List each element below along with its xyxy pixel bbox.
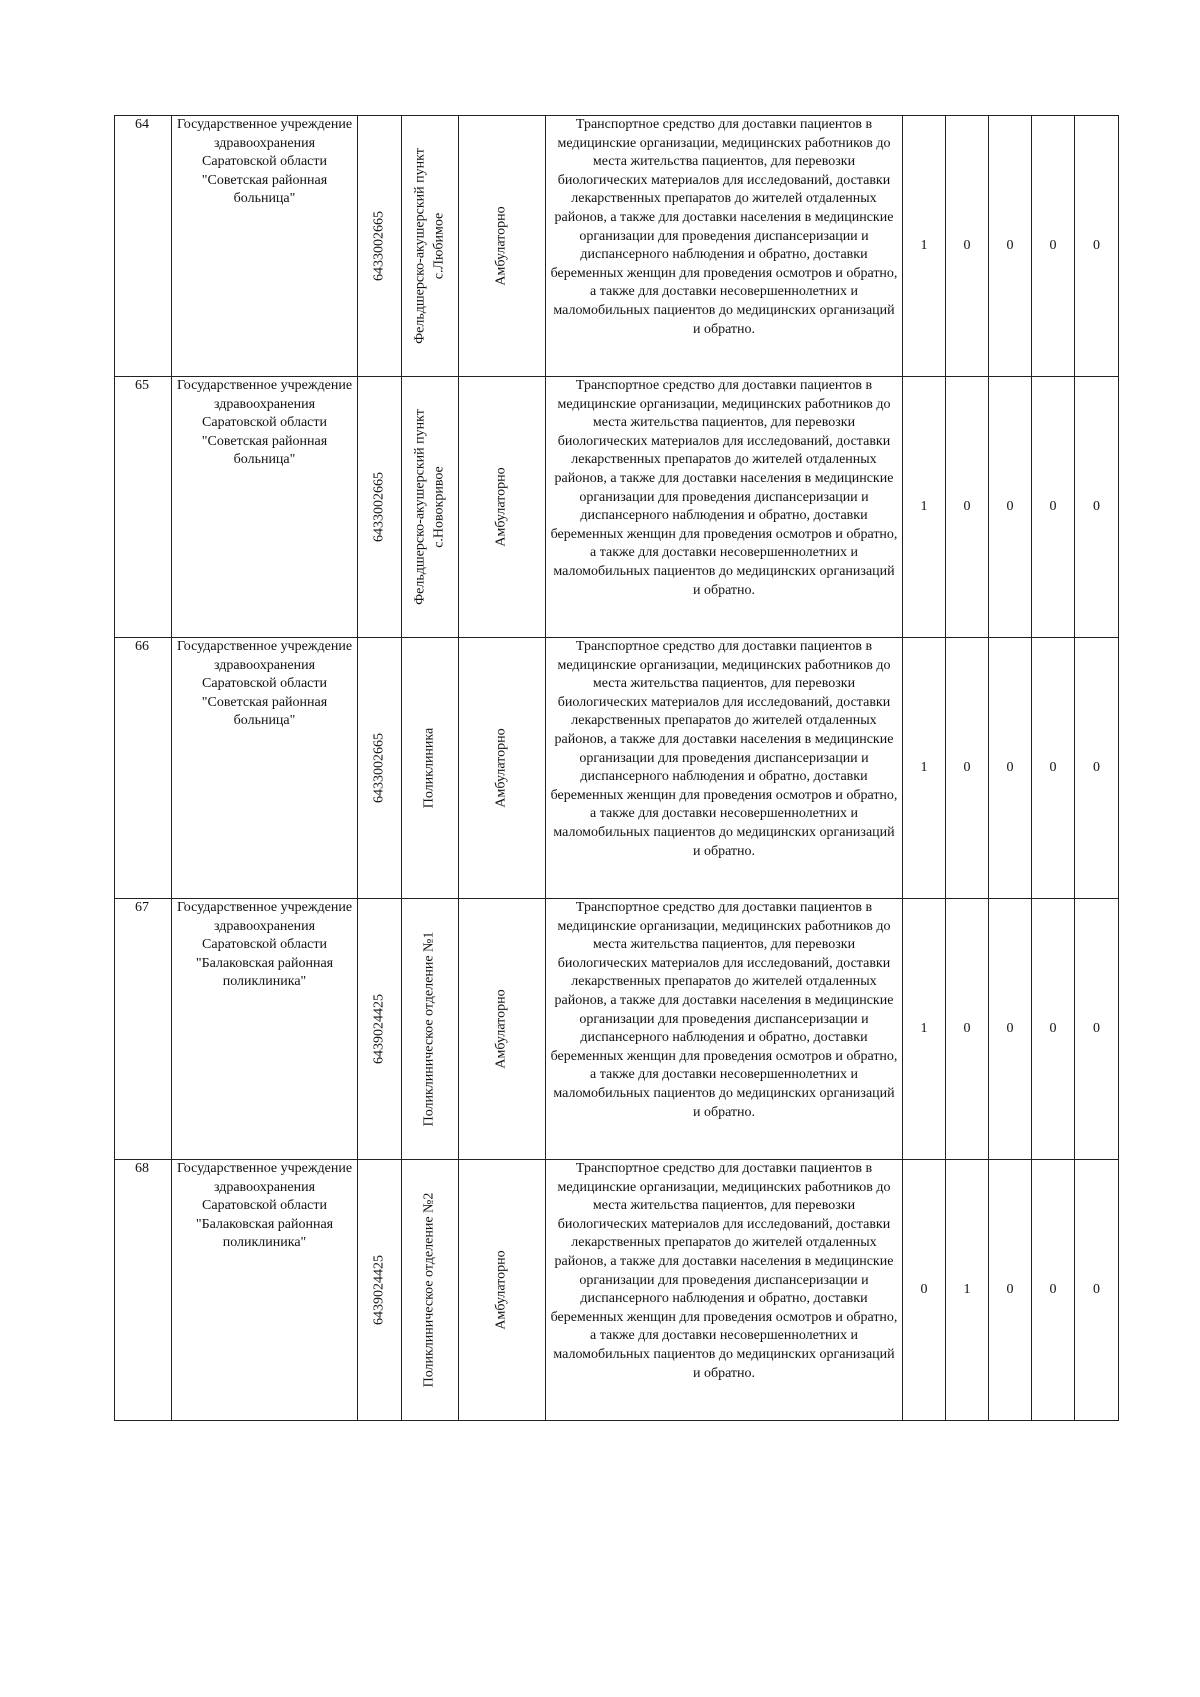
table-row [115,638,1119,899]
vehicle-description: Транспортное средство для доставки пациентов в медицинские организации, медицинских работников до места жительства пациентов, для перевозки биологических материалов для исследований, доставки лекарственных препаратов до жителей отдаленных районов, а также для доставки населения в медицинские организации для проведения диспансеризации и диспансерного наблюдения и обратно, доставки беременных женщин для проведения осмотров и обратно, а также для доставки несовершеннолетних и маломобильных пациентов до медицинских организаций и обратно. [550,378,898,598]
care-type-cell [459,1160,546,1421]
care-type-cell [459,899,546,1160]
unit-cell [402,116,459,377]
care-type-cell [459,638,546,899]
row-number: 64 [115,116,172,377]
description-cell [546,638,903,899]
table-row [115,1160,1119,1421]
inn-cell [358,377,402,638]
organization-name: Государственное учреждение здравоохранения Саратовской области "Советская районная больница" [176,378,353,468]
organization-name: Государственное учреждение здравоохранения Саратовской области "Балаковская районная поликлиника" [176,1161,353,1251]
description-cell [546,116,903,377]
value-cell-2: 0 [946,638,989,899]
description-cell [546,377,903,638]
care-type-cell [459,377,546,638]
row-number: 67 [115,899,172,1160]
value-cell-4: 0 [1032,116,1075,377]
care-type: Амбулаторно [493,989,509,1069]
value-cell-4: 0 [1032,377,1075,638]
inn-number: 6433002665 [371,472,387,542]
row-number: 66 [115,638,172,899]
unit-cell [402,899,459,1160]
inn-number: 6439024425 [371,1255,387,1325]
value-cell-2: 0 [946,899,989,1160]
inn-cell [358,638,402,899]
inn-cell [358,1160,402,1421]
value-cell-4: 0 [1032,899,1075,1160]
vehicle-allocation-table [114,115,1119,1421]
unit-cell [402,377,459,638]
value-cell-1: 1 [903,377,946,638]
value-cell-2: 0 [946,377,989,638]
unit-name: Поликлиническое отделение №1 [421,931,437,1127]
unit-name: Поликлиническое отделение №2 [421,1192,437,1388]
vehicle-description: Транспортное средство для доставки пациентов в медицинские организации, медицинских работников до места жительства пациентов, для перевозки биологических материалов для исследований, доставки лекарственных препаратов до жителей отдаленных районов, а также для доставки населения в медицинские организации для проведения диспансеризации и диспансерного наблюдения и обратно, доставки беременных женщин для проведения осмотров и обратно, а также для доставки несовершеннолетних и маломобильных пациентов до медицинских организаций и обратно. [550,639,898,859]
value-cell-5: 0 [1075,377,1119,638]
value-cell-4: 0 [1032,1160,1075,1421]
value-cell-4: 0 [1032,638,1075,899]
table-row [115,377,1119,638]
value-cell-3: 0 [989,899,1032,1160]
value-cell-1: 0 [903,1160,946,1421]
care-type: Амбулаторно [493,728,509,808]
value-cell-1: 1 [903,899,946,1160]
organization-name: Государственное учреждение здравоохранения Саратовской области "Советская районная больница" [176,639,353,729]
inn-number: 6439024425 [371,994,387,1064]
unit-cell [402,638,459,899]
care-type-cell [459,116,546,377]
organization-cell [172,638,358,899]
table-row [115,116,1119,377]
value-cell-5: 0 [1075,638,1119,899]
vehicle-description: Транспортное средство для доставки пациентов в медицинские организации, медицинских работников до места жительства пациентов, для перевозки биологических материалов для исследований, доставки лекарственных препаратов до жителей отдаленных районов, а также для доставки населения в медицинские организации для проведения диспансеризации и диспансерного наблюдения и обратно, доставки беременных женщин для проведения осмотров и обратно, а также для доставки несовершеннолетних и маломобильных пациентов до медицинских организаций и обратно. [550,117,898,337]
description-cell [546,1160,903,1421]
unit-name: Поликлиника [421,727,437,809]
value-cell-3: 0 [989,377,1032,638]
value-cell-3: 0 [989,638,1032,899]
value-cell-2: 0 [946,116,989,377]
vehicle-description: Транспортное средство для доставки пациентов в медицинские организации, медицинских работников до места жительства пациентов, для перевозки биологических материалов для исследований, доставки лекарственных препаратов до жителей отдаленных районов, а также для доставки населения в медицинские организации для проведения диспансеризации и диспансерного наблюдения и обратно, доставки беременных женщин для проведения осмотров и обратно, а также для доставки несовершеннолетних и маломобильных пациентов до медицинских организаций и обратно. [550,1161,898,1381]
inn-number: 6433002665 [371,733,387,803]
value-cell-2: 1 [946,1160,989,1421]
value-cell-3: 0 [989,1160,1032,1421]
care-type: Амбулаторно [493,206,509,286]
unit-name: Фельдшерско-акушерский пункт с.Новокривое [412,409,446,605]
vehicle-description: Транспортное средство для доставки пациентов в медицинские организации, медицинских работников до места жительства пациентов, для перевозки биологических материалов для исследований, доставки лекарственных препаратов до жителей отдаленных районов, а также для доставки населения в медицинские организации для проведения диспансеризации и диспансерного наблюдения и обратно, доставки беременных женщин для проведения осмотров и обратно, а также для доставки несовершеннолетних и маломобильных пациентов до медицинских организаций и обратно. [550,900,898,1120]
inn-number: 6433002665 [371,211,387,281]
unit-cell [402,1160,459,1421]
description-cell [546,899,903,1160]
organization-cell [172,899,358,1160]
row-number: 65 [115,377,172,638]
organization-name: Государственное учреждение здравоохранения Саратовской области "Советская районная больница" [176,117,353,207]
value-cell-5: 0 [1075,116,1119,377]
organization-cell [172,377,358,638]
care-type: Амбулаторно [493,1250,509,1330]
organization-name: Государственное учреждение здравоохранения Саратовской области "Балаковская районная поликлиника" [176,900,353,990]
organization-cell [172,116,358,377]
inn-cell [358,116,402,377]
unit-name: Фельдшерско-акушерский пункт с.Любимое [412,148,446,344]
value-cell-5: 0 [1075,1160,1119,1421]
care-type: Амбулаторно [493,467,509,547]
value-cell-1: 1 [903,638,946,899]
value-cell-5: 0 [1075,899,1119,1160]
inn-cell [358,899,402,1160]
table-row [115,899,1119,1160]
value-cell-1: 1 [903,116,946,377]
organization-cell [172,1160,358,1421]
row-number: 68 [115,1160,172,1421]
value-cell-3: 0 [989,116,1032,377]
